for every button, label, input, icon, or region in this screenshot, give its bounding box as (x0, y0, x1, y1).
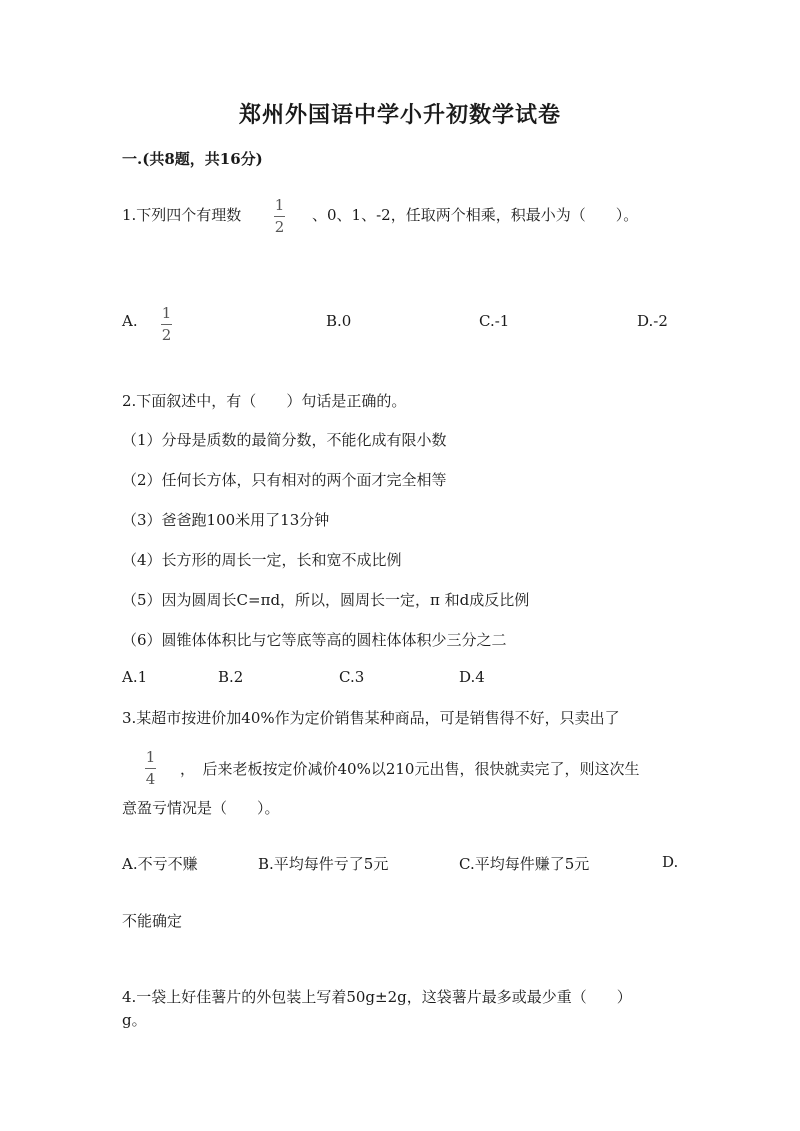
page-title: 郑州外国语中学小升初数学试卷 (238, 102, 561, 128)
q2-option-d[interactable]: D.4 (459, 668, 485, 686)
question-3-line-1: 3.某超市按进价加40%作为定价销售某种商品，可是销售得不好，只卖出了 (122, 709, 620, 727)
q3-option-d-text: 不能确定 (122, 912, 183, 930)
q1-option-a-fraction (161, 306, 172, 343)
question-3-line-3: 意盈亏情况是（ ）。 (122, 799, 280, 817)
q2-option-c[interactable]: C.3 (339, 668, 365, 686)
question-3-line-2: ， 后来老板按定价减价40%以210元出售，很快就卖完了，则这次生 (180, 760, 640, 778)
statement-5: （5）因为圆周长C=πd，所以，圆周长一定，π 和d成反比例 (122, 591, 530, 609)
statement-4: （4）长方形的周长一定，长和宽不成比例 (122, 551, 402, 569)
question-2-stem: 2.下面叙述中，有（ ）句话是正确的。 (122, 392, 407, 410)
fraction-numerator: 1 (145, 748, 156, 766)
q2-option-a[interactable]: A.1 (122, 668, 148, 686)
fraction-numerator: 1 (161, 304, 172, 322)
question-1-prefix: 1.下列四个有理数 (122, 206, 242, 224)
fraction-denominator: 4 (145, 770, 156, 788)
fraction-bar (274, 216, 285, 217)
statement-3: （3）爸爸跑100米用了13分钟 (122, 511, 330, 529)
q1-option-d[interactable]: D.-2 (637, 312, 668, 330)
fraction-denominator: 2 (274, 218, 285, 236)
statement-2: （2）任何长方体，只有相对的两个面才完全相等 (122, 471, 447, 489)
question-1-suffix: 、0、1、-2，任取两个相乘，积最小为（ ）。 (312, 206, 639, 224)
fraction-bar (161, 324, 172, 325)
fraction-denominator: 2 (161, 326, 172, 344)
fraction-bar (145, 768, 156, 769)
question-1-fraction (274, 198, 285, 235)
q2-option-b[interactable]: B.2 (218, 668, 244, 686)
q3-option-b[interactable]: B.平均每件亏了5元 (258, 855, 389, 873)
q1-option-b[interactable]: B.0 (326, 312, 352, 330)
statement-6: （6）圆锥体体积比与它等底等高的圆柱体体积少三分之二 (122, 631, 507, 649)
fraction-numerator: 1 (274, 196, 285, 214)
section-heading: 一.(共8题，共16分) (122, 150, 263, 168)
statement-1: （1）分母是质数的最简分数，不能化成有限小数 (122, 431, 447, 449)
question-3-fraction (145, 750, 156, 787)
question-4-line-2: g。 (122, 1011, 147, 1029)
q3-option-c[interactable]: C.平均每件赚了5元 (459, 855, 590, 873)
q1-option-c[interactable]: C.-1 (479, 312, 510, 330)
q1-option-a-label[interactable]: A. (122, 312, 138, 330)
q3-option-d[interactable]: D. (662, 853, 679, 871)
question-4-line-1: 4.一袋上好佳薯片的外包装上写着50g±2g，这袋薯片最多或最少重（ ） (122, 988, 632, 1006)
q3-option-a[interactable]: A.不亏不赚 (122, 855, 198, 873)
